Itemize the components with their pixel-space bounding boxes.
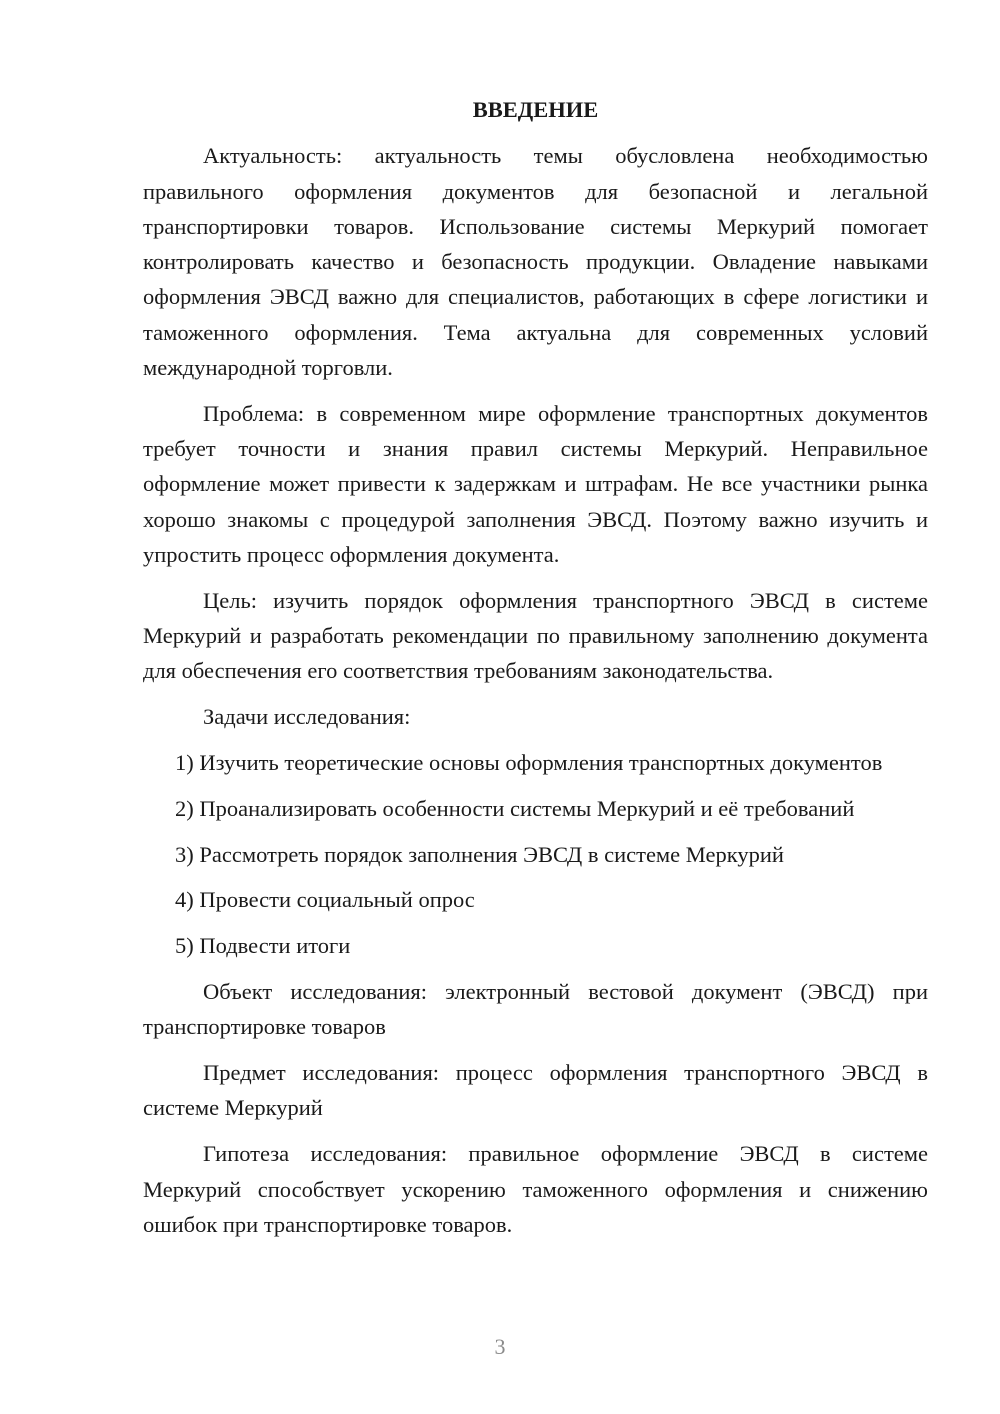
- tasks-list: [143, 745, 928, 963]
- object-paragraph: Объект исследования: электронный вестовой документ (ЭВСД) при транспортировке товаров: [143, 979, 928, 1040]
- section-heading: ВВЕДЕНИЕ: [472, 97, 599, 122]
- relevance-paragraph: Актуальность: актуальность темы обусловлена необходимостью правильного оформления документов для безопасной и легальной транспортировки товаров. Использование системы Меркурий помогает контролировать качество и безопасность продукции. Овладение навыками оформления ЭВСД важно для специалистов, работающих в сфере логистики и таможенного оформления. Тема актуальна для современных условий международной торговли.: [143, 143, 928, 381]
- subject-paragraph: Предмет исследования: процесс оформления транспортного ЭВСД в системе Меркурий: [143, 1060, 928, 1121]
- task-item: 4) Провести социальный опрос: [175, 887, 475, 913]
- document-page: [143, 92, 928, 1253]
- page-number: 3: [494, 1334, 506, 1359]
- task-item: 2) Проанализировать особенности системы Меркурий и её требований: [175, 795, 855, 821]
- task-item: 3) Рассмотреть порядок заполнения ЭВСД в системе Меркурий: [175, 841, 784, 867]
- task-item: 1) Изучить теоретические основы оформления транспортных документов: [175, 750, 883, 776]
- problem-paragraph: Проблема: в современном мире оформление транспортных документов требует точности и знания правил системы Меркурий. Неправильное оформление может привести к задержкам и штрафам. Не все участники рынка хорошо знакомы с процедурой заполнения ЭВСД. Поэтому важно изучить и упростить процесс оформления документа.: [143, 400, 928, 568]
- tasks-title: Задачи исследования:: [203, 704, 411, 730]
- hypothesis-paragraph: Гипотеза исследования: правильное оформление ЭВСД в системе Меркурий способствует ускорению таможенного оформления и снижению ошибок при транспортировке товаров.: [143, 1141, 928, 1237]
- task-item: 5) Подвести итоги: [175, 933, 351, 959]
- goal-paragraph: Цель: изучить порядок оформления транспортного ЭВСД в системе Меркурий и разработать рекомендации по правильному заполнению документа для обеспечения его соответствия требованиям законодательства.: [143, 587, 928, 684]
